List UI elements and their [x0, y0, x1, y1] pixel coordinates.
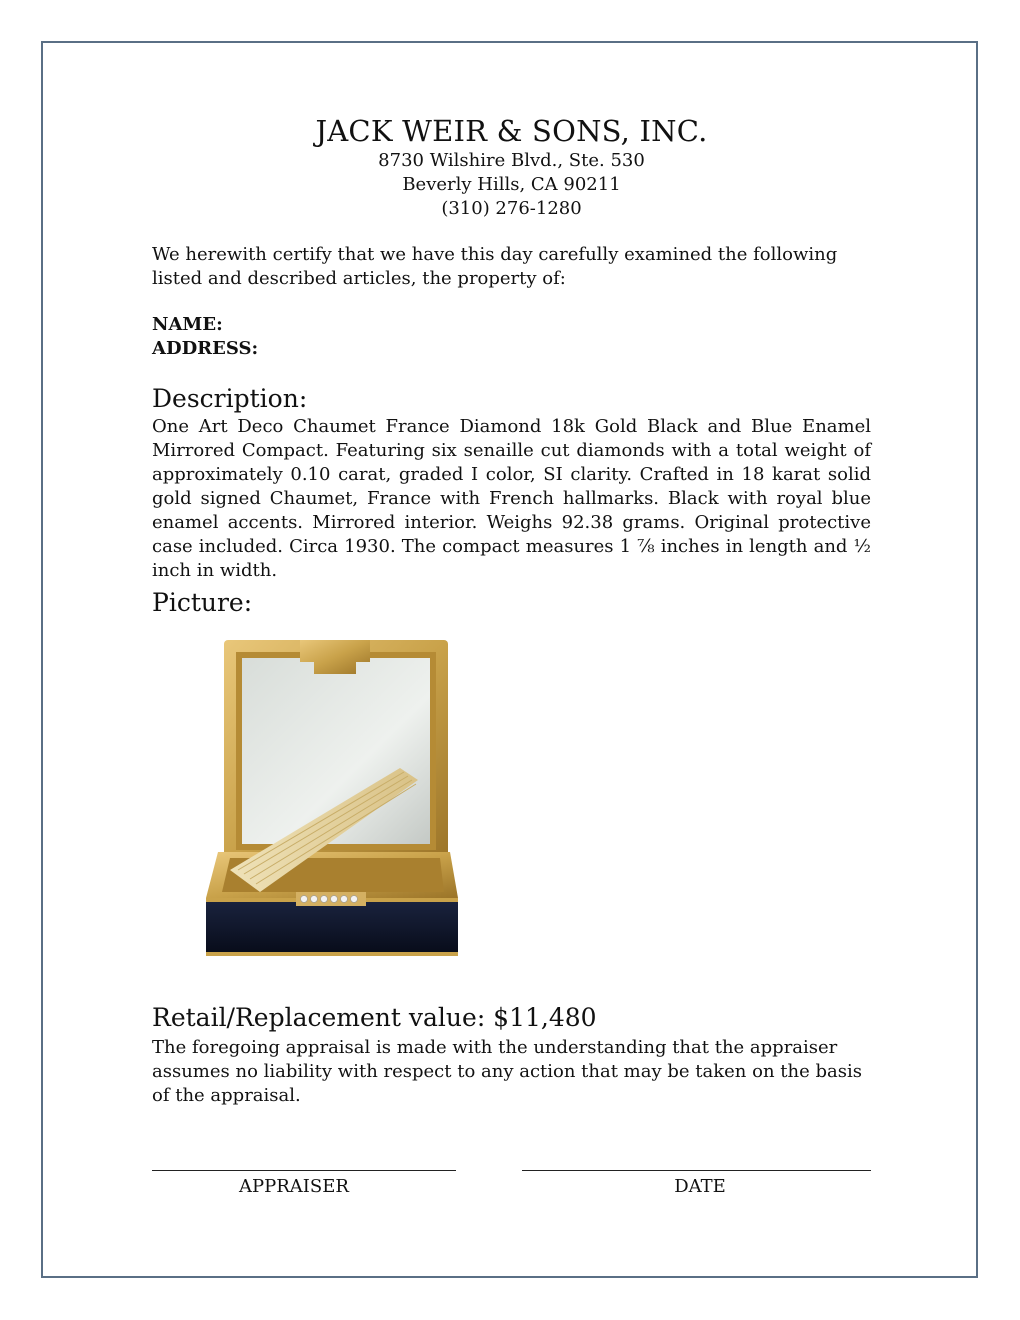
appraiser-label: APPRAISER — [239, 1176, 349, 1197]
appraisal-disclaimer: The foregoing appraisal is made with the understanding that the appraiser assumes no liability with respect to any action that may be taken on the basis of the appraisal. — [152, 1037, 862, 1106]
address-label: ADDRESS: — [152, 338, 259, 359]
company-name: JACK WEIR & SONS, INC. — [315, 114, 708, 148]
description-text: One Art Deco Chaumet France Diamond 18k Gold Black and Blue Enamel Mirrored Compact. Featuring six senaille cut diamonds with a total weight of approximately 0.10 carat, graded I color, SI clarity. Crafted in 18 karat solid gold signed Chaumet, France with French hallmarks. Black with royal blue enamel accents. Mirrored interior. Weighs 92.38 grams. Original protective case included. Circa 1930. The compact measures 1 ⅞ inches in length and ½ inch in width. — [152, 416, 871, 581]
company-address-line2: Beverly Hills, CA 90211 — [402, 174, 621, 195]
retail-replacement-value: Retail/Replacement value: $11,480 — [152, 1003, 597, 1032]
date-label: DATE — [674, 1176, 726, 1197]
name-label: NAME: — [152, 314, 223, 335]
compact-photo — [200, 630, 500, 960]
picture-heading: Picture: — [152, 588, 253, 617]
appraiser-signature-line — [152, 1170, 456, 1171]
date-signature-line — [522, 1170, 871, 1171]
certification-intro: We herewith certify that we have this day carefully examined the following listed and described articles, the property of: — [152, 244, 838, 289]
company-address-line1: 8730 Wilshire Blvd., Ste. 530 — [378, 150, 645, 171]
description-heading: Description: — [152, 384, 308, 413]
company-phone: (310) 276-1280 — [441, 198, 582, 219]
